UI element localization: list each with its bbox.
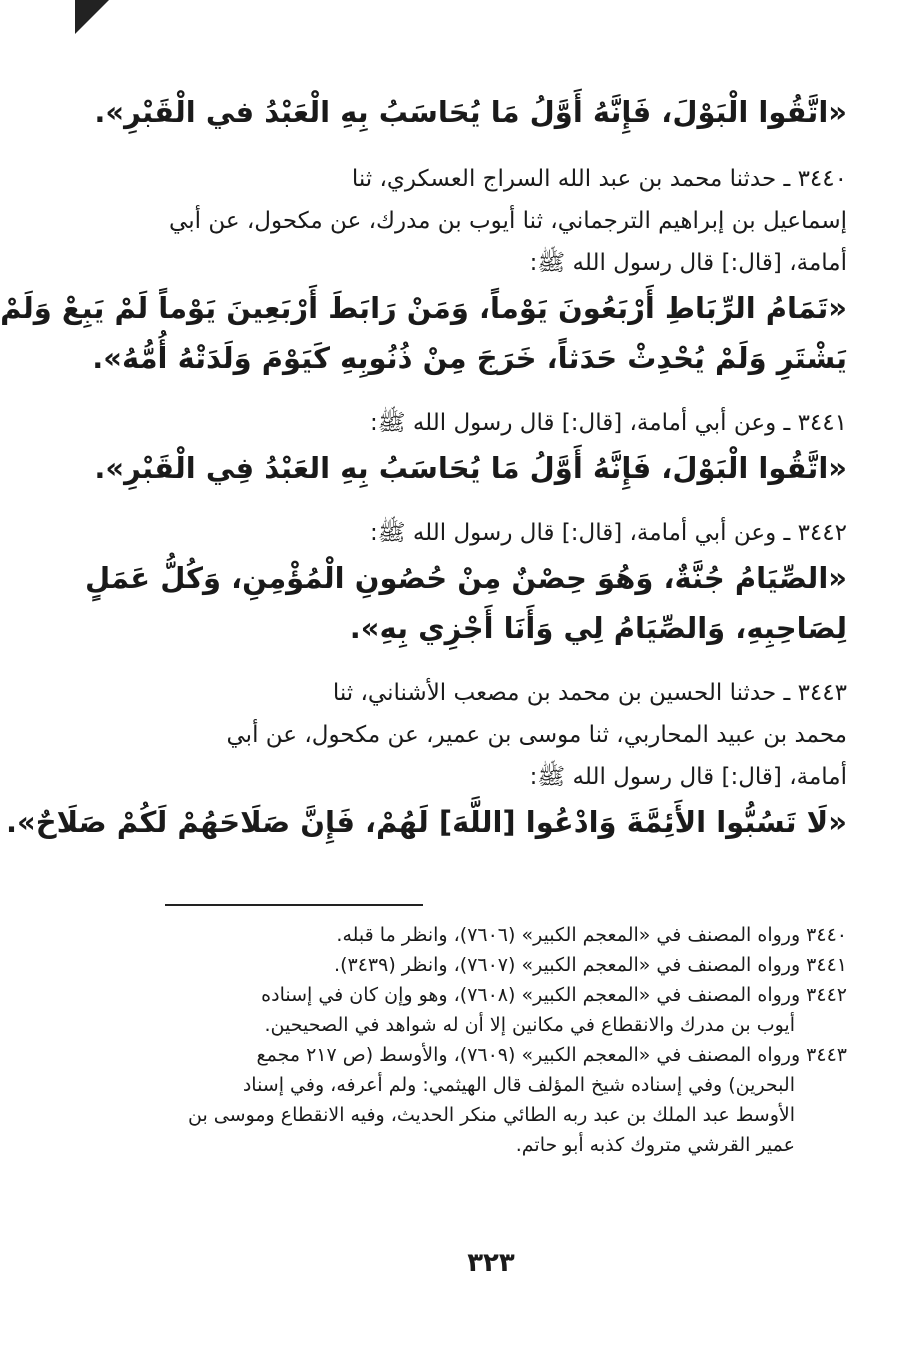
- hadith-3443-isnad-line-3: أمامة، [قال:] قال رسول الله ﷺ:: [529, 764, 847, 790]
- hadith-3443-text-line-1: «لَا تَسُبُّوا الأَئِمَّةَ وَادْعُوا [اللَّهَ] لَهُمْ، فَإِنَّ صَلَاحَهُمْ لَكُمْ صَلَاحٌ».: [6, 805, 847, 839]
- hadith-3440-isnad-line-2: إسماعيل بن إبراهيم الترجماني، ثنا أيوب بن مدرك، عن مكحول، عن أبي: [169, 208, 847, 234]
- hadith-3441-isnad-line-1: ٣٤٤١ ـ وعن أبي أمامة، [قال:] قال رسول الله ﷺ:: [369, 410, 847, 436]
- hadith-3440-isnad-line-3: أمامة، [قال:] قال رسول الله ﷺ:: [529, 250, 847, 276]
- page-corner-shadow: [75, 0, 109, 34]
- hadith-3442-text-line-1: «الصِّيَامُ جُنَّةٌ، وَهُوَ حِصْنٌ مِنْ حُصُونِ الْمُؤْمِنِ، وَكُلُّ عَمَلٍ: [84, 561, 847, 595]
- footnotes: [167, 920, 847, 1160]
- footnote-3442-line-1: ٣٤٤٢ ورواه المصنف في «المعجم الكبير» (٧٦٠٨)، وهو وإن كان في إسناده: [261, 984, 847, 1006]
- footnote-3442-line-2: أيوب بن مدرك والانقطاع في مكانين إلا أن له شواهد في الصحيحين.: [264, 1014, 795, 1036]
- footnote-3443-line-3: الأوسط عبد الملك بن عبد ربه الطائي منكر الحديث، وفيه الانقطاع وموسى بن: [188, 1104, 795, 1126]
- hadith-3442-isnad-line-1: ٣٤٤٢ ـ وعن أبي أمامة، [قال:] قال رسول الله ﷺ:: [369, 520, 847, 546]
- hadith-3439-continuation: «اتَّقُوا الْبَوْلَ، فَإِنَّهُ أَوَّلُ مَا يُحَاسَبُ بِهِ الْعَبْدُ في الْقَبْرِ».: [94, 95, 847, 129]
- footnote-3443-line-2: البحرين) وفي إسناده شيخ المؤلف قال الهيثمي: ولم أعرفه، وفي إسناد: [242, 1074, 795, 1096]
- hadith-3440-isnad-line-1: ٣٤٤٠ ـ حدثنا محمد بن عبد الله السراج العسكري، ثنا: [351, 166, 847, 192]
- hadith-3443-isnad-line-1: ٣٤٤٣ ـ حدثنا الحسين بن محمد بن مصعب الأشناني، ثنا: [332, 680, 847, 706]
- hadith-3440: [0, 158, 847, 384]
- hadith-3441-text-line-1: «اتَّقُوا الْبَوْلَ، فَإِنَّهُ أَوَّلُ مَا يُحَاسَبُ بِهِ العَبْدُ فِي الْقَبْرِ».: [94, 451, 847, 485]
- hadith-3441: [94, 402, 847, 494]
- footnote-3443-line-1: ٣٤٤٣ ورواه المصنف في «المعجم الكبير» (٧٦٠٩)، والأوسط (ص ٢١٧ مجمع: [256, 1044, 847, 1066]
- footnote-3441: ٣٤٤١ ورواه المصنف في «المعجم الكبير» (٧٦٠٧)، وانظر (٣٤٣٩).: [334, 954, 847, 976]
- main-text: [0, 88, 847, 866]
- hadith-3440-text-line-2: يَشْتَرِ وَلَمْ يُحْدِثْ حَدَثاً، خَرَجَ مِنْ ذُنُوبِهِ كَيَوْمَ وَلَدَتْهُ أُمُّهُ».: [92, 341, 847, 375]
- footnote-3440: ٣٤٤٠ ورواه المصنف في «المعجم الكبير» (٧٦٠٦)، وانظر ما قبله.: [336, 924, 847, 946]
- hadith-3442: [84, 512, 847, 654]
- hadith-3443-isnad-line-2: محمد بن عبيد المحاربي، ثنا موسى بن عمير، عن مكحول، عن أبي: [226, 722, 847, 748]
- page-number: ٣٢٣: [467, 1248, 515, 1278]
- footnote-3443-line-4: عمير القرشي متروك كذبه أبو حاتم.: [515, 1134, 795, 1156]
- hadith-3440-text-line-1: «تَمَامُ الرِّبَاطِ أَرْبَعُونَ يَوْماً، وَمَنْ رَابَطَ أَرْبَعِينَ يَوْماً لَمْ يَبِعْ وَلَمْ: [0, 291, 847, 325]
- hadith-3443: [6, 672, 847, 848]
- footnote-separator: [165, 904, 423, 906]
- hadith-3442-text-line-2: لِصَاحِبِهِ، وَالصِّيَامُ لِي وَأَنَا أَجْزِي بِهِ».: [349, 611, 847, 645]
